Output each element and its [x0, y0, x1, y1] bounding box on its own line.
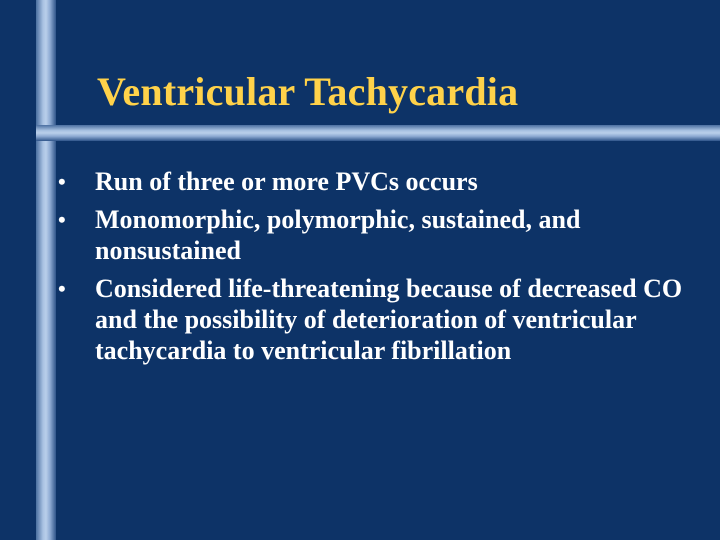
bullet-dot-icon: •	[58, 276, 66, 301]
bullet-list	[56, 166, 696, 373]
horizontal-accent-bar	[36, 125, 720, 141]
bullet-text: Run of three or more PVCs occurs	[95, 167, 478, 196]
bullet-item	[56, 166, 696, 197]
bullet-dot-icon: •	[58, 207, 66, 232]
bullet-text: Monomorphic, polymorphic, sustained, and nonsustained	[95, 205, 581, 265]
bullet-item	[56, 273, 696, 366]
slide-title: Ventricular Tachycardia	[97, 69, 519, 114]
bullet-dot-icon: •	[58, 169, 66, 194]
vertical-accent-bar	[36, 0, 56, 540]
bullet-text: Considered life-threatening because of decreased CO and the possibility of deterioration of ventricular tachycardia to ventricular fibrillation	[95, 274, 683, 365]
bullet-item	[56, 204, 696, 266]
